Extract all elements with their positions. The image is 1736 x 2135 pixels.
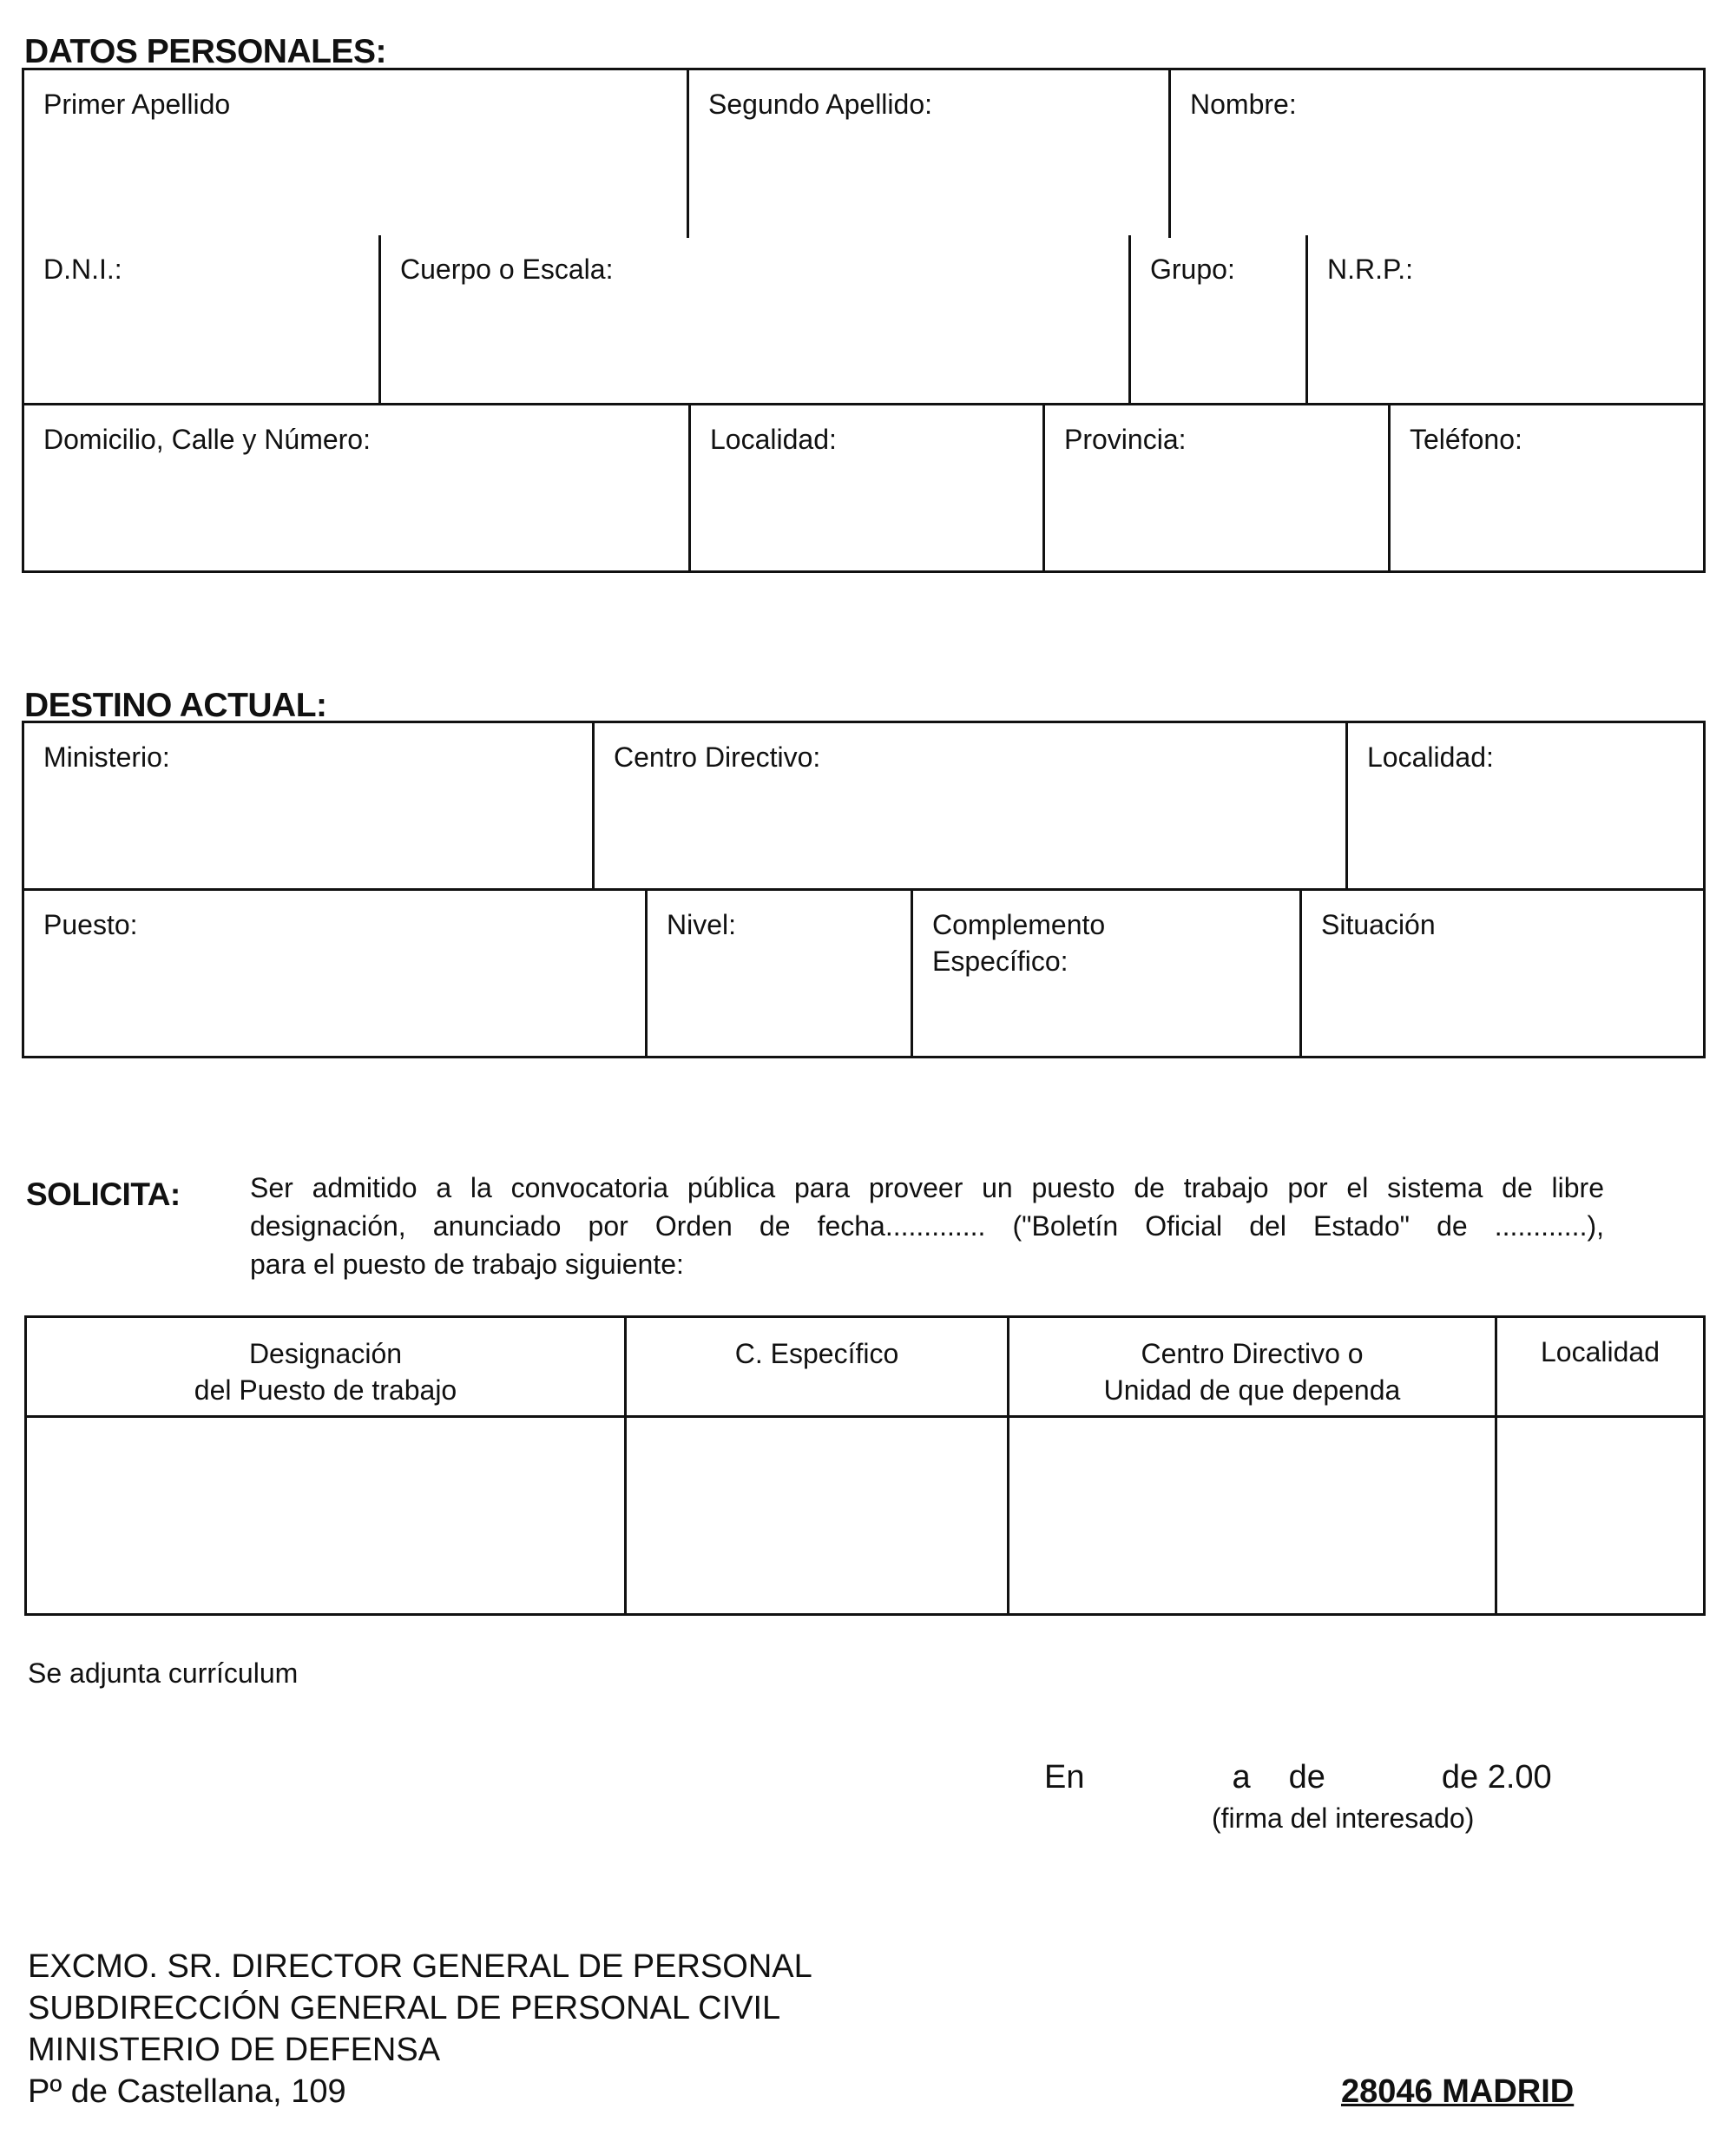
field-situacion[interactable] [1299,891,1703,1056]
solicita-line3: para el puesto de trabajo siguiente: [250,1249,684,1280]
header-centro-line1: Centro Directivo o [1141,1338,1364,1369]
adjunta-curriculum: Se adjunta currículum [28,1657,299,1689]
fecha-en[interactable]: En [1044,1759,1085,1796]
datos-personales-row3 [22,403,1706,573]
label-nombre: Nombre: [1190,89,1297,120]
table-cell-designacion[interactable] [27,1415,624,1613]
label-dni: D.N.I.: [43,254,122,285]
header-designacion-line2: del Puesto de trabajo [194,1374,457,1406]
address-line2: SUBDIRECCIÓN GENERAL DE PERSONAL CIVIL [28,1990,781,2026]
fecha-de2[interactable]: de 2.00 [1441,1759,1552,1796]
datos-personales-row2 [22,235,1706,405]
section-heading-destino-actual: DESTINO ACTUAL: [24,687,327,724]
header-centro-line2: Unidad de que dependa [1103,1374,1401,1406]
label-complemento-line2: Específico: [932,946,1069,977]
table-cell-localidad[interactable] [1495,1415,1703,1613]
field-ministerio[interactable] [24,723,592,888]
fecha-a[interactable]: a [1232,1759,1251,1796]
address-city: 28046 MADRID [1341,2073,1575,2110]
field-nombre[interactable] [1168,70,1703,238]
destinatario-address [28,1946,812,2112]
table-cell-c-especifico[interactable] [624,1415,1007,1613]
label-localidad: Localidad: [710,424,837,455]
field-dni[interactable] [24,235,378,403]
field-provincia[interactable] [1042,405,1388,570]
label-telefono: Teléfono: [1410,424,1522,455]
destino-row1 [22,721,1706,891]
section-heading-datos-personales: DATOS PERSONALES: [24,33,386,70]
field-nivel[interactable] [645,891,911,1056]
label-ministerio: Ministerio: [43,741,170,773]
label-segundo-apellido: Segundo Apellido: [708,89,932,120]
label-situacion: Situación [1321,909,1436,940]
field-cuerpo-escala[interactable] [378,235,1128,403]
table-header-centro-directivo [1007,1318,1495,1415]
solicita-text [250,1169,1604,1283]
label-grupo: Grupo: [1150,254,1235,285]
solicita-label: SOLICITA: [26,1176,181,1212]
label-centro-directivo: Centro Directivo: [614,741,821,773]
field-nrp[interactable] [1305,235,1703,403]
label-provincia: Provincia: [1064,424,1187,455]
field-primer-apellido[interactable] [24,70,687,238]
label-nrp: N.R.P.: [1327,254,1413,285]
field-telefono[interactable] [1388,405,1703,570]
field-segundo-apellido[interactable] [687,70,1168,238]
field-localidad[interactable] [688,405,1042,570]
header-localidad: Localidad [1541,1336,1660,1367]
table-header-designacion [27,1318,624,1415]
field-destino-localidad[interactable] [1345,723,1703,888]
field-centro-directivo[interactable] [592,723,1345,888]
table-cell-centro-directivo[interactable] [1007,1415,1495,1613]
header-c-especifico: C. Específico [734,1338,899,1369]
address-line4: Pº de Castellana, 109 [28,2073,346,2110]
puesto-table [24,1315,1706,1616]
field-complemento-especifico[interactable] [911,891,1299,1056]
table-header-localidad [1495,1318,1703,1415]
field-domicilio[interactable] [24,405,688,570]
table-header-c-especifico [624,1318,1007,1415]
label-puesto: Puesto: [43,909,138,940]
label-complemento-line1: Complemento [932,909,1106,940]
solicita-line1: Ser admitido a la convocatoria pública para proveer un puesto de trabajo por el sistema de libre [250,1172,1604,1203]
header-designacion-line1: Designación [248,1338,403,1369]
field-puesto[interactable] [24,891,645,1056]
destino-row2 [22,888,1706,1058]
field-grupo[interactable] [1128,235,1305,403]
solicita-line2: designación, anunciado por Orden de fecha............. ("Boletín Oficial del Estado" de ............), [250,1210,1604,1242]
label-domicilio: Domicilio, Calle y Número: [43,424,371,455]
label-primer-apellido: Primer Apellido [43,89,231,120]
label-nivel: Nivel: [667,909,737,940]
fecha-line [1044,1756,1552,1798]
label-cuerpo-escala: Cuerpo o Escala: [400,254,614,285]
label-destino-localidad: Localidad: [1367,741,1494,773]
fecha-de1[interactable]: de [1288,1759,1325,1796]
firma-interesado: (firma del interesado) [1212,1802,1475,1834]
address-line3: MINISTERIO DE DEFENSA [28,2032,441,2068]
address-line1: EXCMO. SR. DIRECTOR GENERAL DE PERSONAL [28,1948,812,1985]
